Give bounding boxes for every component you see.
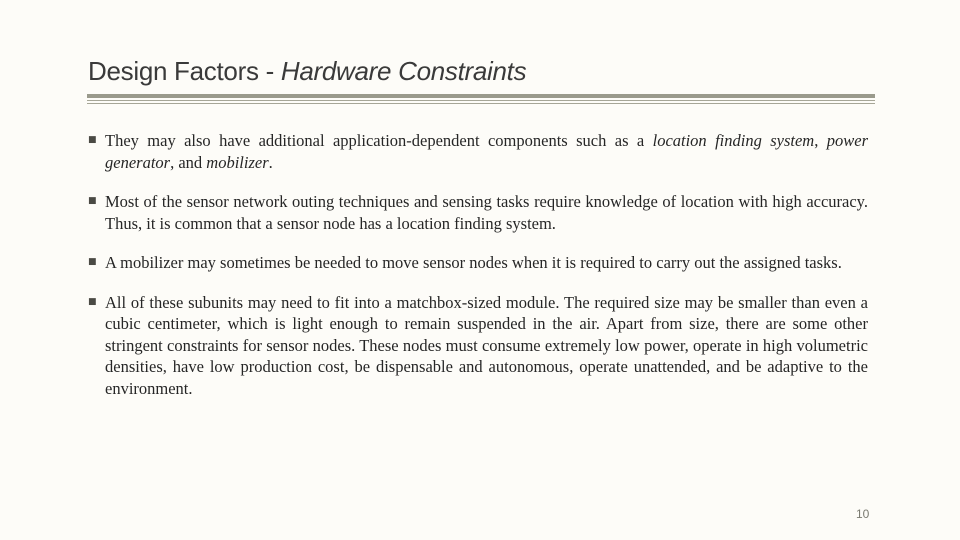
bullet-1-text-a: They may also have additional application-dependent components such as a xyxy=(105,131,653,150)
slide-title-italic: Hardware Constraints xyxy=(280,56,527,86)
title-rule-thick xyxy=(87,94,875,98)
bullet-3-text: A mobilizer may sometimes be needed to move sensor nodes when it is required to carry out the assigned tasks. xyxy=(105,253,842,272)
slide-title-main: Design Factors - xyxy=(88,56,281,86)
bullet-1-em-power: power generator xyxy=(105,131,868,172)
slide-title xyxy=(88,56,526,87)
square-bullet-icon: ■ xyxy=(88,296,97,307)
bullet-1-em-location: location finding system xyxy=(652,131,815,150)
bullet-item-4 xyxy=(88,292,868,400)
title-rule-thin-1 xyxy=(87,100,875,101)
slide-body xyxy=(88,130,868,417)
square-bullet-icon: ■ xyxy=(88,196,97,206)
bullet-1-text-c: , and xyxy=(170,152,207,172)
square-bullet-icon: ■ xyxy=(88,257,97,267)
bullet-item-1 xyxy=(88,130,868,173)
bullet-4-text: All of these subunits may need to fit into a matchbox-sized module. The required size may be smaller than even a cubic centimeter, which is light enough to remain suspended in the air. Apart from size, there are some other stringent constraints for sensor nodes. These nodes must consume extremely low power, operate in high volumetric densities, have low production cost, be dispensable and autonomous, operate unattended, and be adaptive to the environment. xyxy=(105,292,868,398)
bullet-1-text-b: , xyxy=(814,131,827,150)
bullet-item-2 xyxy=(88,191,868,234)
bullet-1-em-mobilizer: mobilizer xyxy=(206,152,269,172)
page-number: 10 xyxy=(856,507,870,521)
title-rule-thin-2 xyxy=(87,103,875,104)
square-bullet-icon: ■ xyxy=(88,135,97,145)
bullet-item-3 xyxy=(88,252,868,274)
bullet-2-text: Most of the sensor network outing techniques and sensing tasks require knowledge of location with high accuracy. Thus, it is common that a sensor node has a location finding system. xyxy=(105,192,868,233)
bullet-1-text-d: . xyxy=(268,152,273,172)
